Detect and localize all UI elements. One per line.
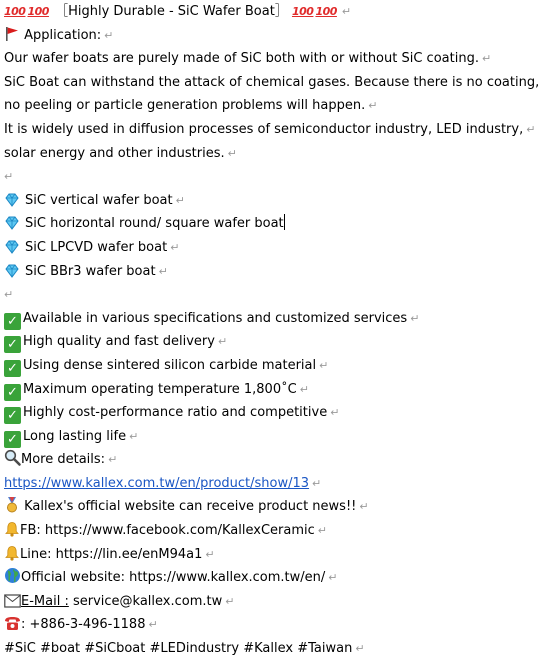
feature-item: ✓ Long lasting life ↵ (4, 425, 528, 449)
check-mark-button-icon: ✓ (4, 313, 21, 330)
phone-text: : +886-3-496-1188 (21, 617, 146, 633)
check-mark-button-icon: ✓ (4, 407, 21, 424)
product-item: SiC BBr3 wafer boat ↵ (4, 260, 528, 284)
paragraph-line: solar energy and other industries. ↵ (4, 145, 237, 161)
hashtags-line: #SiC #boat #SiCboat #LEDindustry #Kallex #Taiwan ↵ (4, 641, 365, 657)
website-text: Official website: https://www.kallex.com.tw/en/ (21, 570, 326, 586)
hundred-points-icon: 100 (315, 5, 337, 18)
paragraph-line (4, 71, 539, 95)
more-details-label: More details: (21, 452, 106, 468)
feature-item: ✓ Using dense sintered silicon carbide material ↵ (4, 354, 528, 378)
feature-label: Highly cost-performance ratio and competitive (23, 405, 328, 421)
more-details-line: More details: ↵ (4, 448, 528, 472)
product-label: SiC BBr3 wafer boat (25, 263, 156, 279)
news-text: Kallex's official website can receive product news!! (24, 499, 357, 515)
line-contact-line: Line: https://lin.ee/enM94a1 ↵ (4, 543, 528, 567)
email-line: E-Mail : service@kallex.com.tw ↵ (4, 590, 528, 614)
feature-item: ✓ High quality and fast delivery ↵ (4, 330, 528, 354)
title-line (4, 0, 528, 24)
fb-line: FB: https://www.facebook.com/KallexCeramic ↵ (4, 519, 528, 543)
title-text: ［Highly Durable - SiC Wafer Boat］ (55, 4, 288, 19)
news-line: Kallex's official website can receive product news!! ↵ (4, 495, 528, 519)
details-link-line: https://www.kallex.com.tw/en/product/show/13 ↵ (4, 475, 322, 491)
product-label: SiC vertical wafer boat (25, 192, 173, 208)
paragraph-text: solar energy and other industries. (4, 145, 225, 161)
check-mark-button-icon: ✓ (4, 384, 21, 401)
product-item: SiC vertical wafer boat ↵ (4, 189, 528, 213)
feature-item: ✓ Highly cost-performance ratio and competitive ↵ (4, 401, 528, 425)
paragraph-text: SiC Boat can withstand the attack of chemical gases. Because there is no coating, (4, 74, 539, 90)
product-item: SiC LPCVD wafer boat ↵ (4, 236, 528, 260)
application-label: Application: (24, 27, 102, 43)
product-label: SiC LPCVD wafer boat (25, 239, 168, 255)
product-details-link[interactable]: https://www.kallex.com.tw/en/product/show/13 (4, 475, 310, 491)
empty-line: ↵ (4, 170, 14, 184)
feature-label: Available in various specifications and customized services (23, 310, 408, 326)
paragraph-line: Our wafer boats are purely made of SiC both with or without SiC coating. ↵ (4, 51, 492, 67)
paragraph-mark: ↵ (341, 5, 352, 18)
paragraph-text: It is widely used in diffusion processes of semiconductor industry, LED industry, (4, 121, 524, 137)
email-label: E-Mail : (21, 593, 69, 609)
product-item (4, 212, 528, 236)
paragraph-line: no peeling or particle generation problems will happen. ↵ (4, 98, 378, 114)
feature-label: High quality and fast delivery (23, 334, 215, 350)
check-mark-button-icon: ✓ (4, 336, 21, 353)
website-line: Official website: https://www.kallex.com.tw/en/ ↵ (4, 566, 528, 590)
feature-item: ✓ Maximum operating temperature 1,800˚C ↵ (4, 378, 528, 402)
application-line: Application: ↵ (4, 24, 528, 48)
phone-line: : +886-3-496-1188 ↵ (4, 613, 528, 637)
paragraph-text: Our wafer boats are purely made of SiC both with or without SiC coating. (4, 51, 479, 67)
paragraph-text: no peeling or particle generation problems will happen. (4, 98, 366, 114)
check-mark-button-icon: ✓ (4, 431, 21, 448)
feature-item: ✓ Available in various specifications and customized services ↵ (4, 307, 528, 331)
feature-label: Long lasting life (23, 428, 127, 444)
hundred-points-icon: 100 (291, 5, 314, 18)
hashtags-text: #SiC #boat #SiCboat #LEDindustry #Kallex #Taiwan (4, 641, 353, 657)
email-value: service@kallex.com.tw (68, 593, 223, 609)
fb-text: FB: https://www.facebook.com/KallexCeramic (20, 523, 315, 539)
hundred-points-icon: 100 (27, 5, 49, 18)
feature-label: Maximum operating temperature 1,800˚C (23, 381, 297, 397)
hundred-points-icon: 100 (4, 5, 26, 18)
product-label: SiC horizontal round/ square wafer boat (25, 216, 284, 232)
line-text: Line: https://lin.ee/enM94a1 (20, 546, 203, 562)
paragraph-line: It is widely used in diffusion processes of semiconductor industry, LED industry, ↵ (4, 121, 536, 137)
check-mark-button-icon: ✓ (4, 360, 21, 377)
feature-label: Using dense sintered silicon carbide material (23, 357, 317, 373)
empty-line: ↵ (4, 288, 14, 302)
text-cursor (284, 214, 285, 230)
